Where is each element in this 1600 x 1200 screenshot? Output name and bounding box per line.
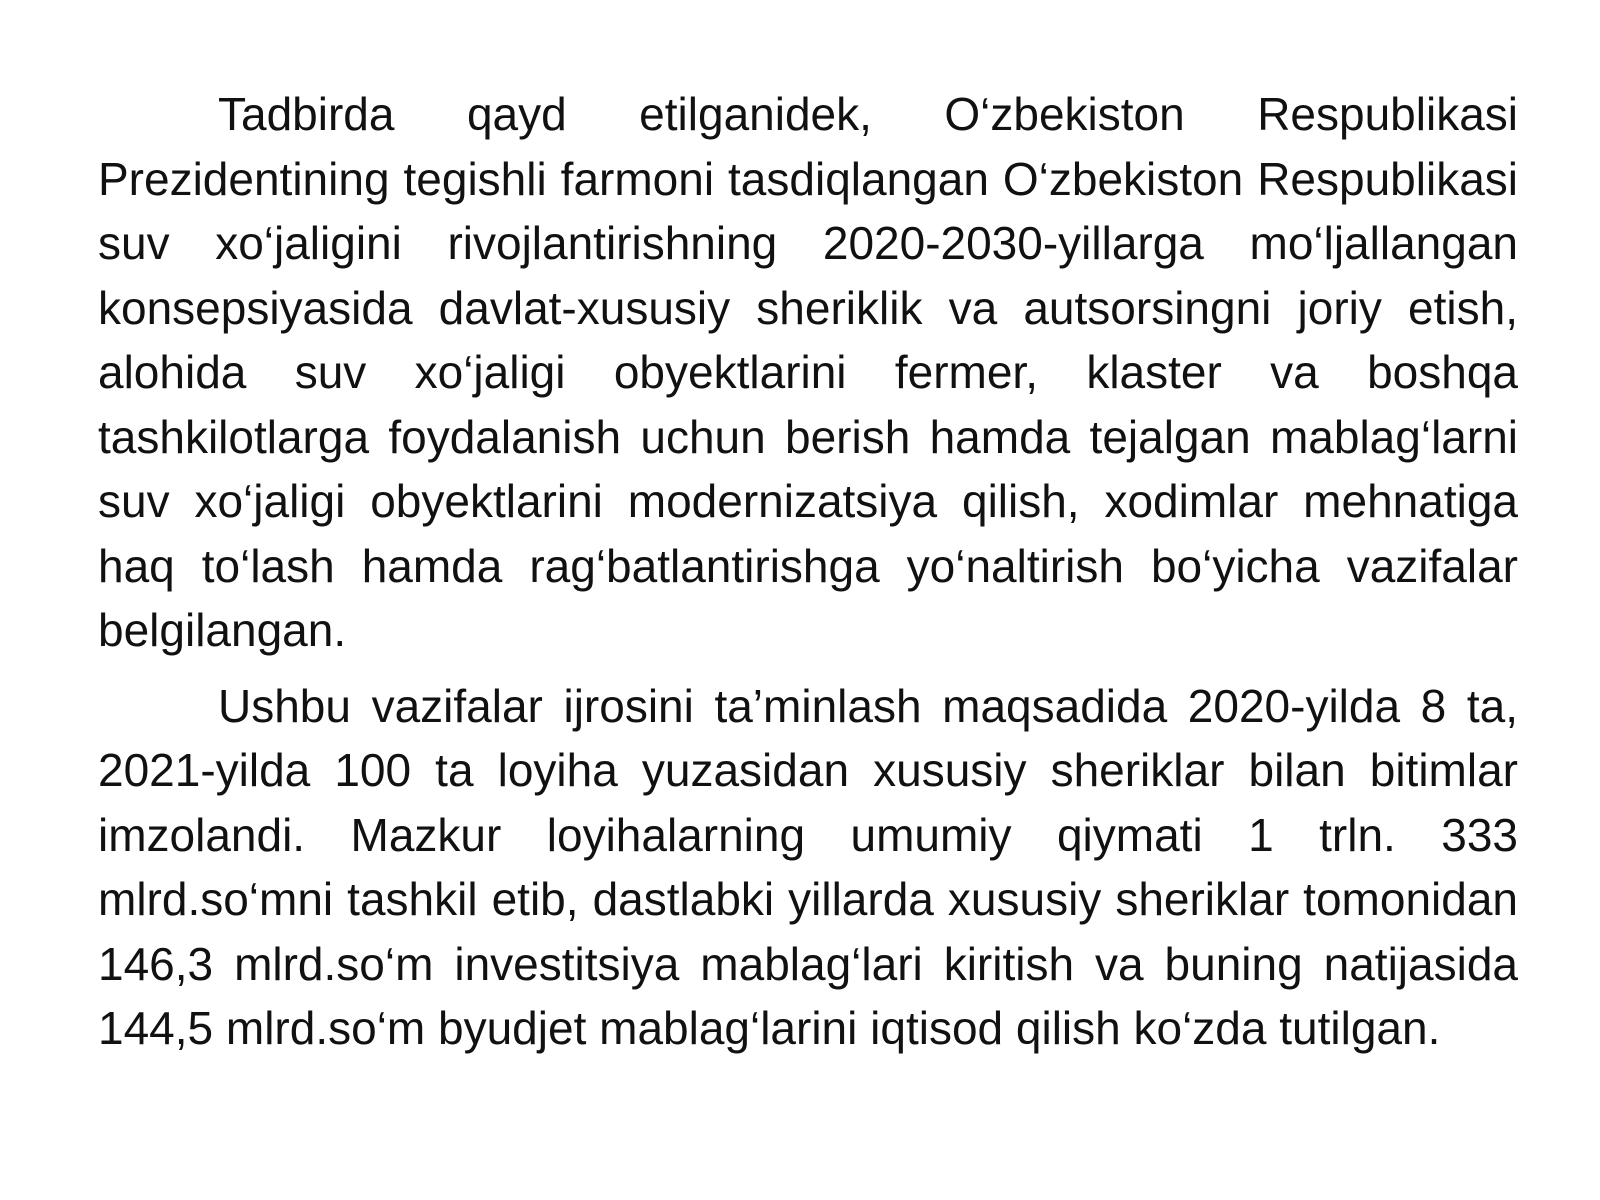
document-page: [98, 82, 1518, 1061]
paragraph-2: Ushbu vazifalar ijrosini ta’minlash maqsadida 2020-yilda 8 ta, 2021-yilda 100 ta loyiha yuzasidan xususiy sheriklar bilan bitimlar imzolandi. Mazkur loyihalarning umumiy qiymati 1 trln. 333 mlrd.so‘mni tashkil etib, dastlabki yillarda xususiy sheriklar tomonidan 146,3 mlrd.so‘m investitsiya mablag‘lari kiritish va buning natijasida 144,5 mlrd.so‘m byudjet mablag‘larini iqtisod qilish ko‘zda tutilgan.: [98, 679, 1518, 1054]
paragraph-1: Tadbirda qayd etilganidek, O‘zbekiston Respublikasi Prezidentining tegishli farmoni tasdiqlangan O‘zbekiston Respublikasi suv xo‘jaligini rivojlantirishning 2020-2030-yillarga mo‘ljallangan konsepsiyasida davlat-xususiy sheriklik va autsorsingni joriy etish, alohida suv xo‘jaligi obyektlarini fermer, klaster va boshqa tashkilotlarga foydalanish uchun berish hamda tejalgan mablag‘larni suv xo‘jaligi obyektlarini modernizatsiya qilish, xodimlar mehnatiga haq to‘lash hamda rag‘batlantirishga yo‘naltirish bo‘yicha vazifalar belgilangan.: [98, 88, 1518, 656]
